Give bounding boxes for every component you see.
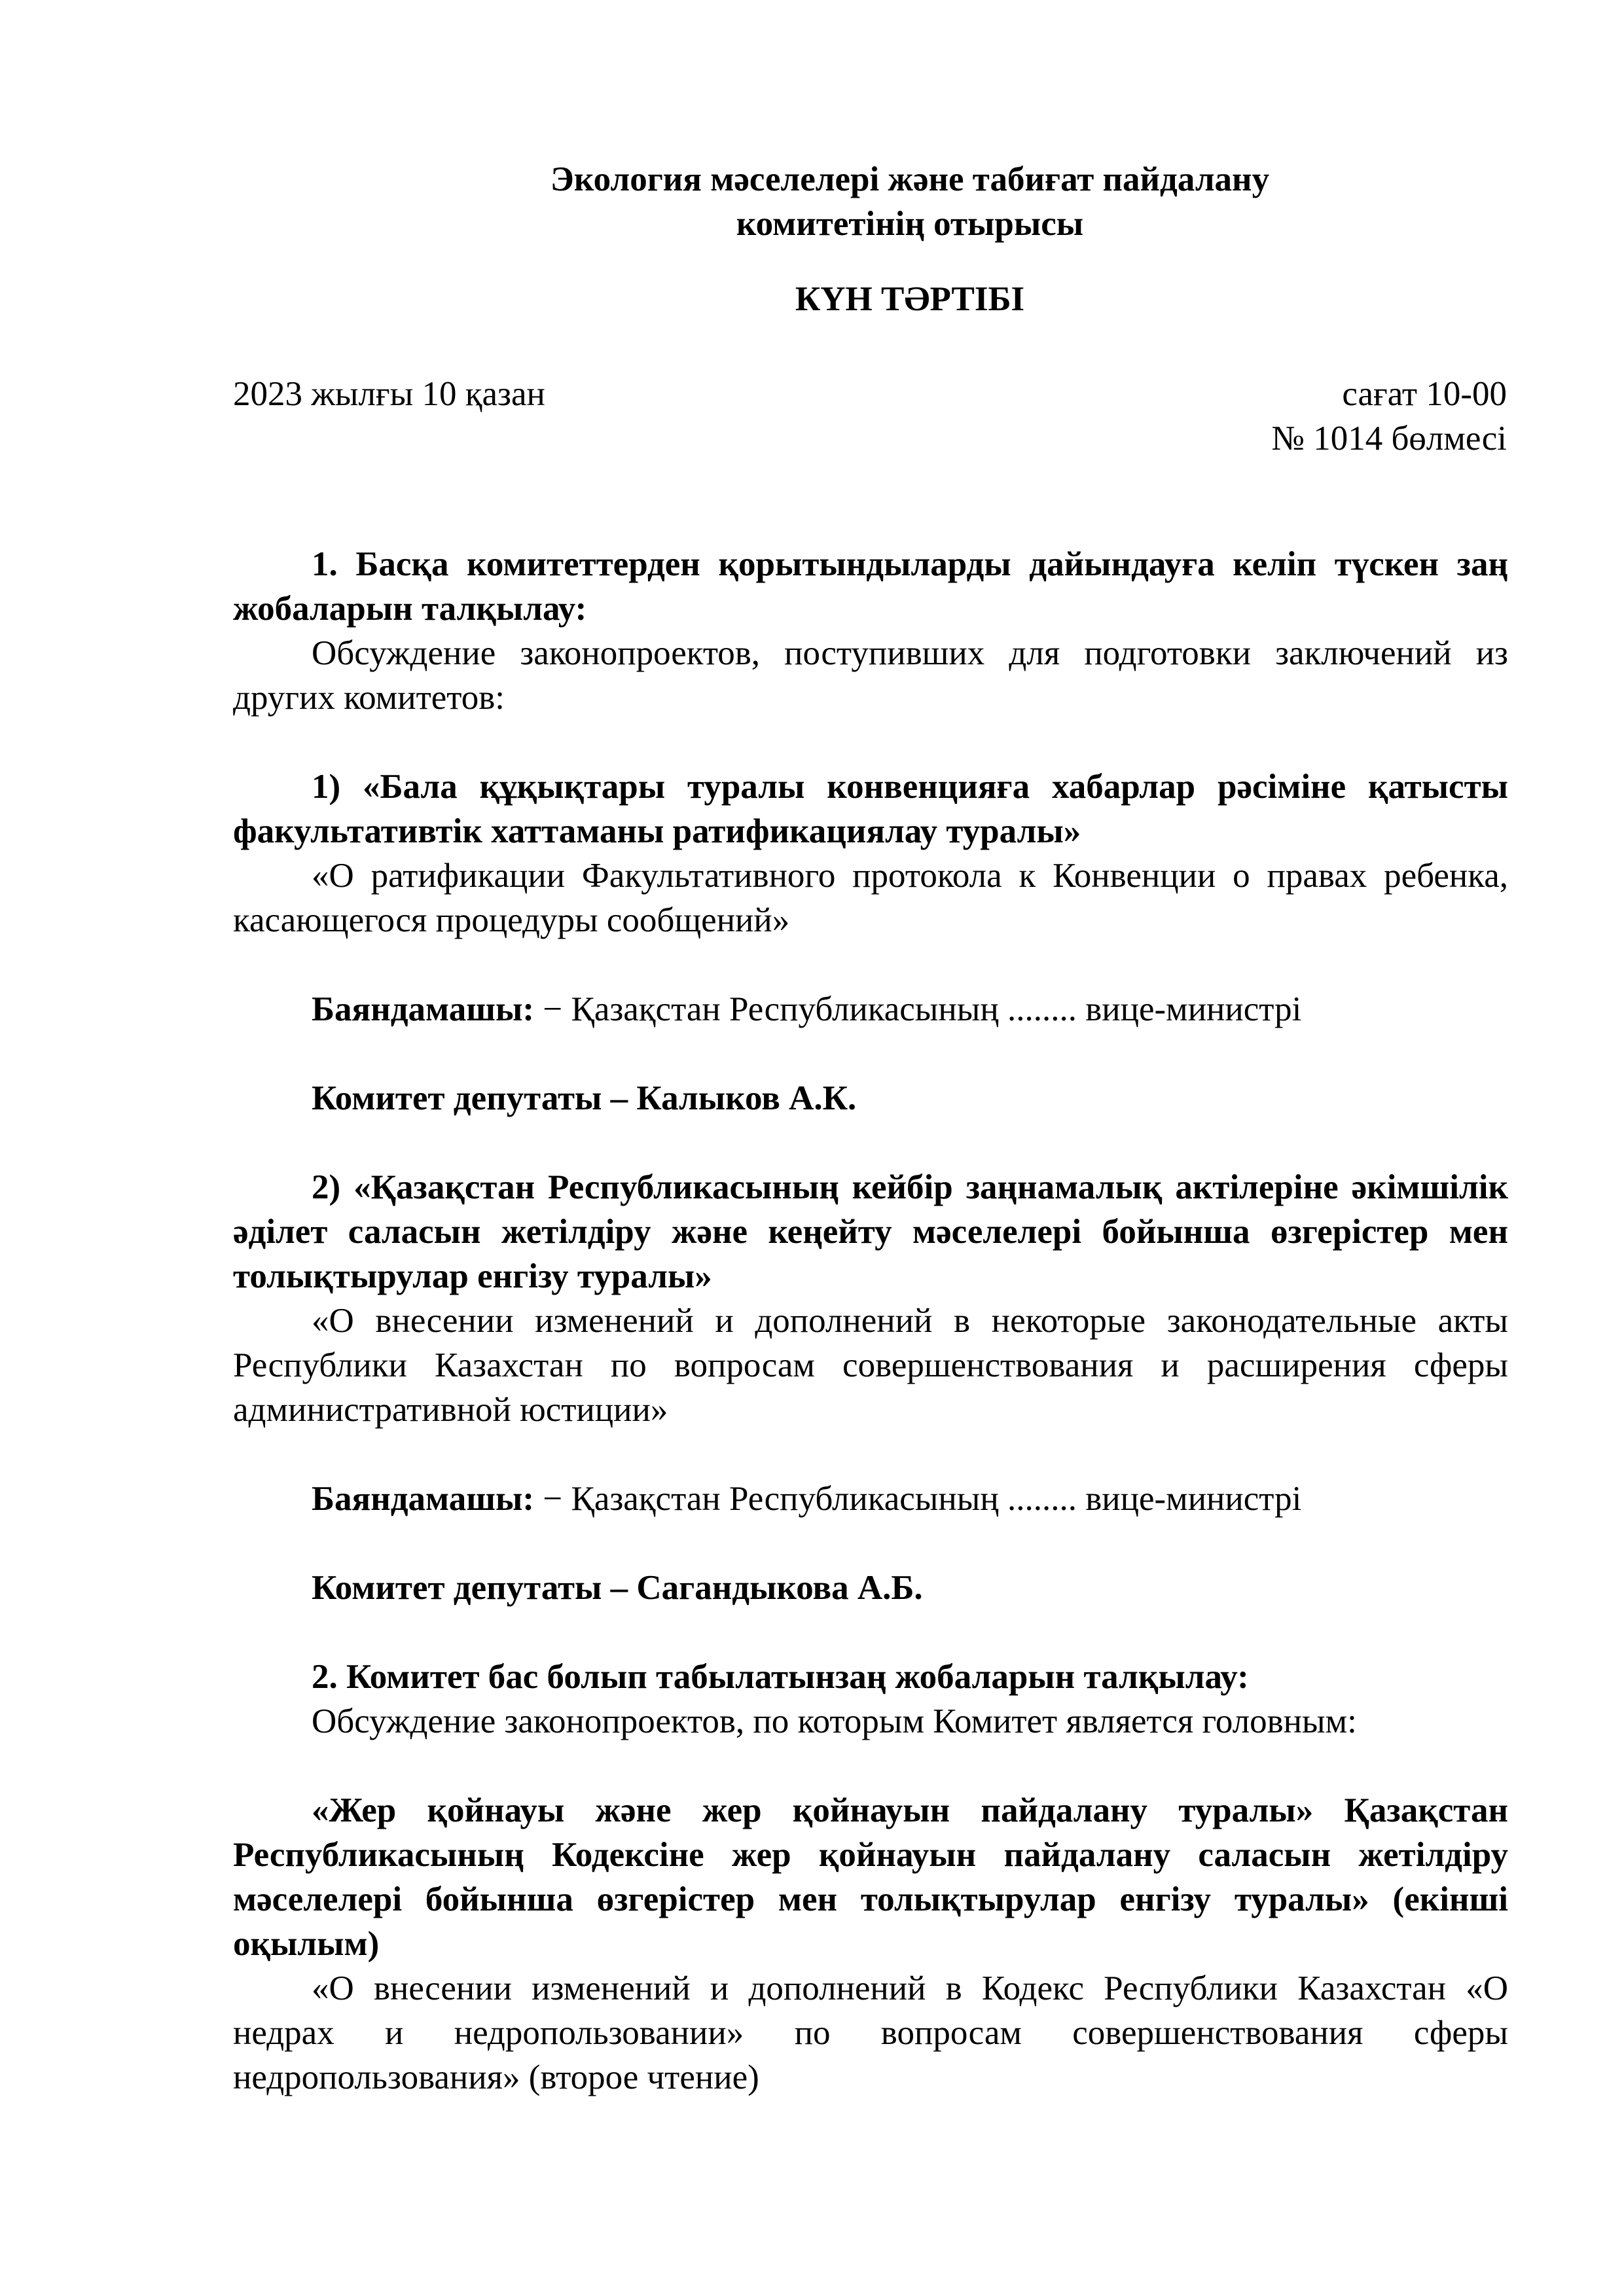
- item2-speaker-label: Баяндамашы:: [312, 1480, 535, 1518]
- meeting-title: комитетінің отырысы: [736, 205, 1084, 243]
- item3-title-ru: «О внесении изменений и дополнений в Кодекс Республики Казахстан «О недрах и недропользовании» по вопросам совершенствования сферы недропользования» (второе чтение): [233, 1969, 1508, 2096]
- item2-title-ru: «О внесении изменений и дополнений в некоторые законодательные акты Республики Казахстан по вопросам совершенствования и расширения сферы административной юстиции»: [233, 1302, 1508, 1429]
- section1-heading-ru: Обсуждение законопроектов, поступивших для подготовки заключений из других комитетов:: [233, 634, 1508, 717]
- agenda-content: [233, 542, 1508, 2100]
- item1-speaker: [233, 987, 1508, 1031]
- item1-title: 1) «Бала құқықтары туралы конвенцияға хабарлар рәсіміне қатысты факультативтік хаттаманы ратификациялау туралы»: [233, 768, 1508, 850]
- item1-speaker-text: − Қазақстан Республикасының ........ вице-министрі: [534, 990, 1302, 1028]
- committee-header: [511, 157, 1309, 246]
- committee-name: Экология мәселелері және табиғат пайдалану: [550, 160, 1270, 198]
- item2-speaker-text: − Қазақстан Республикасының ........ вице-министрі: [534, 1480, 1302, 1518]
- meeting-date: 2023 жылғы 10 қазан: [233, 375, 545, 413]
- item1-title-ru: «О ратификации Факультативного протокола к Конвенции о правах ребенка, касающегося процедуры сообщений»: [233, 857, 1508, 939]
- meeting-room: № 1014 бөлмесі: [1271, 420, 1507, 457]
- item2-title: 2) «Қазақстан Республикасының кейбір заңнамалық актілеріне әкімшілік әділет саласын жетілдіру және кеңейту мәселелері бойынша өзгерістер мен толықтырулар енгізу туралы»: [233, 1168, 1508, 1295]
- section1-heading: 1. Басқа комитеттерден қорытындыларды дайындауға келіп түскен заң жобаларын талқылау:: [233, 545, 1508, 628]
- item1-speaker-label: Баяндамашы:: [312, 990, 535, 1028]
- meeting-time-room: [1271, 372, 1507, 461]
- item2-speaker: [233, 1477, 1508, 1521]
- item2-deputy: Комитет депутаты – Сагандыкова А.Б.: [312, 1569, 923, 1607]
- item1-deputy: Комитет депутаты – Калыков А.К.: [312, 1079, 857, 1117]
- item3-title: «Жер қойнауы және жер қойнауын пайдалану туралы» Қазақстан Республикасының Кодексіне жер қойнауын пайдалану саласын жетілдіру мәселелері бойынша өзгерістер мен толықтырулар енгізу туралы» (екінші оқылым): [233, 1791, 1508, 1963]
- meeting-time: сағат 10-00: [1342, 375, 1507, 413]
- agenda-title: КҮН ТӘРТІБІ: [795, 280, 1025, 318]
- section2-heading: 2. Комитет бас болып табылатынзаң жобаларын талқылау:: [312, 1658, 1249, 1696]
- section2-heading-ru: Обсуждение законопроектов, по которым Комитет является головным:: [312, 1702, 1357, 1740]
